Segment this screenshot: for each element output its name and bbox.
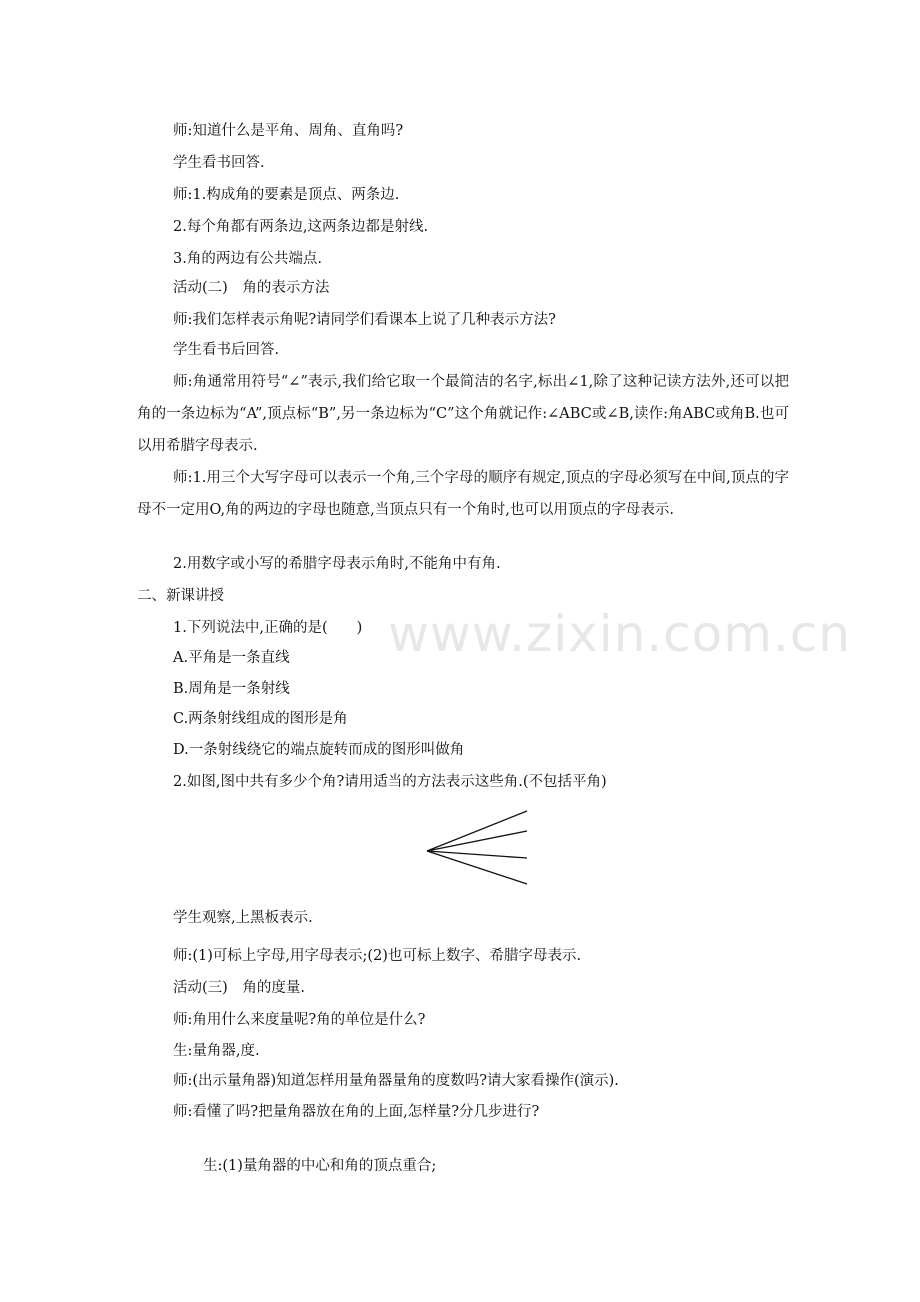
text-line: 师:1.构成角的要素是顶点、两条边. [173,187,400,203]
watermark: www.zixin.com.cn [388,605,852,663]
text-line: 师:(1)可标上字母,用字母表示;(2)也可标上数字、希腊字母表示. [173,948,582,964]
text-line: 师:角用什么来度量呢?角的单位是什么? [173,1012,426,1028]
option-d: D.一条射线绕它的端点旋转而成的图形叫做角 [173,742,465,758]
angle-rays-figure [420,806,535,891]
paragraph: 师:角通常用符号“∠”表示,我们给它取一个最简洁的名字,标出∠1,除了这种记读方法外,还可以把角的一条边标为“A”,顶点标“B”,另一条边标为“C”这个角就记作:∠ABC或∠B,读作:角ABC或角B.也可以用希腊字母表示. [137,374,789,454]
text-line: 生:量角器,度. [173,1043,260,1059]
question: 1.下列说法中,正确的是( ) [173,620,363,636]
text-line: 师:我们怎样表示角呢?请同学们看课本上说了几种表示方法? [173,312,556,328]
section-heading: 二、新课讲授 [137,588,224,604]
ray [427,851,527,884]
text-line: 生:(1)量角器的中心和角的顶点重合; [203,1158,437,1174]
text-line: 学生看书回答. [173,155,265,171]
text-line: 师:(出示量角器)知道怎样用量角器量角的度数吗?请大家看操作(演示). [173,1073,619,1089]
section-heading: 活动(二) 角的表示方法 [173,280,330,296]
text-line: 2.每个角都有两条边,这两条边都是射线. [173,219,429,235]
option-c: C.两条射线组成的图形是角 [173,711,348,727]
text-line: 学生观察,上黑板表示. [173,910,313,926]
ray [427,811,527,851]
ray [427,831,527,851]
text-line: 师:知道什么是平角、周角、直角吗? [173,123,404,139]
paragraph: 师:1.用三个大写字母可以表示一个角,三个字母的顺序有规定,顶点的字母必须写在中间,顶点的字母不一定用O,角的两边的字母也随意,当顶点只有一个角时,也可以用顶点的字母表示. [137,470,789,518]
text-line: 学生看书后回答. [173,342,280,358]
text-line: 2.用数字或小写的希腊字母表示角时,不能角中有角. [173,556,501,572]
text-line: 3.角的两边有公共端点. [173,251,322,267]
question: 2.如图,图中共有多少个角?请用适当的方法表示这些角.(不包括平角) [173,774,607,790]
text-line: 师:看懂了吗?把量角器放在角的上面,怎样量?分几步进行? [173,1104,540,1120]
ray [427,851,527,858]
option-a: A.平角是一条直线 [173,650,290,666]
option-b: B.周角是一条射线 [173,681,290,697]
section-heading: 活动(三) 角的度量. [173,980,305,996]
